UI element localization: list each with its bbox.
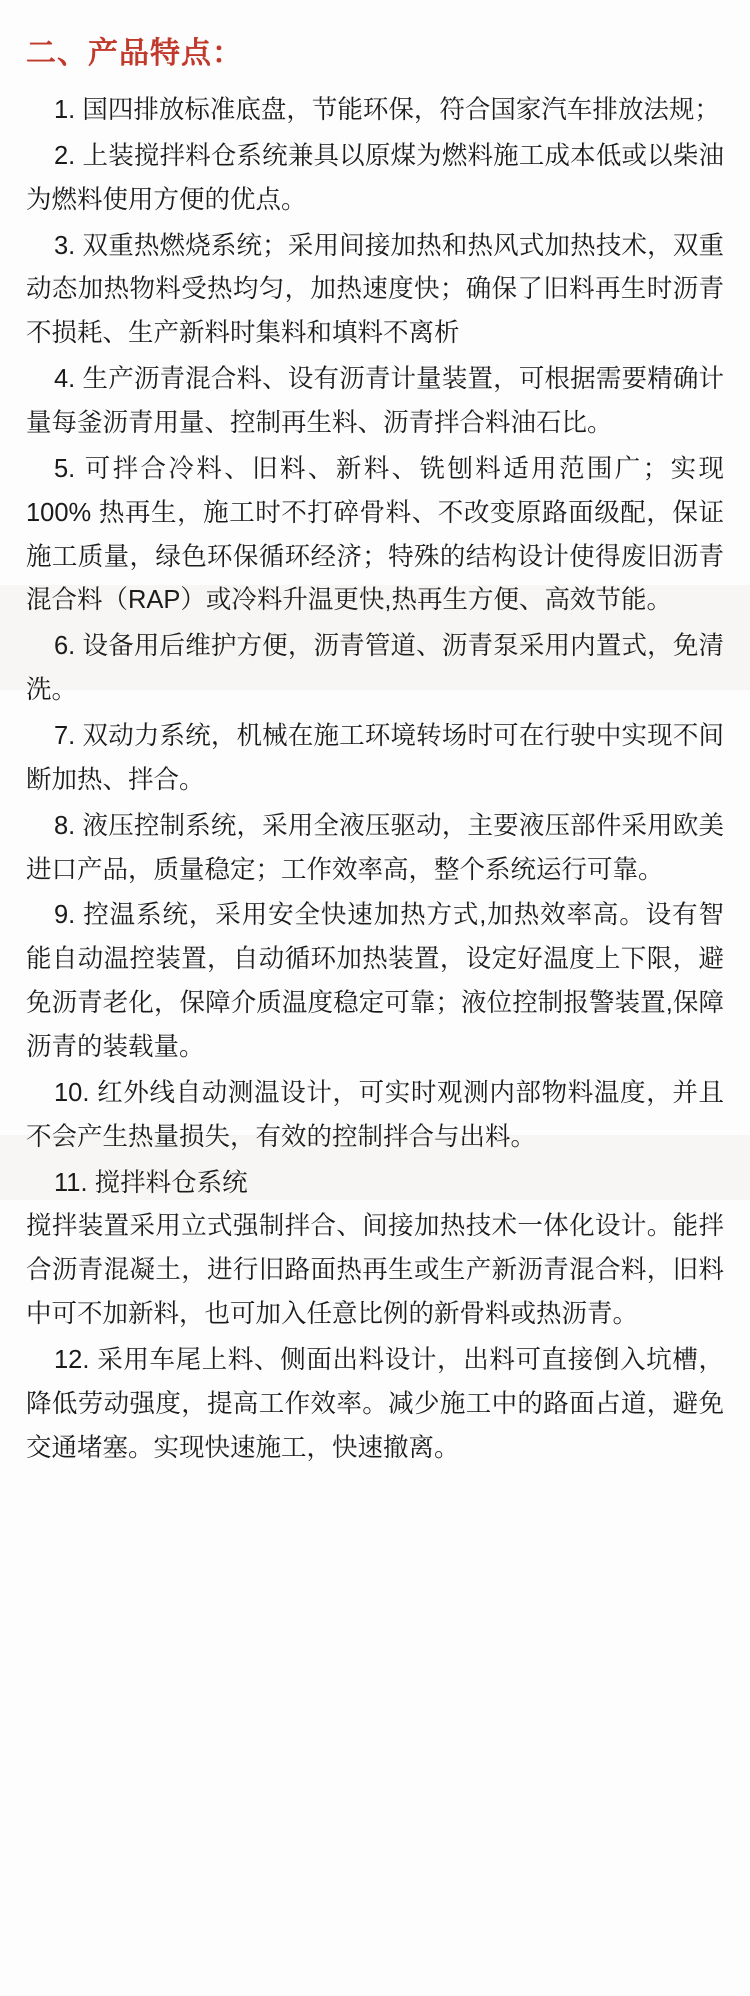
list-item [26,625,724,713]
list-item-text [26,1072,724,1160]
list-item-body: 可拌合冷料、旧料、新料、铣刨料适用范围广；实现 100% 热再生，施工时不打碎骨料、不改变原路面级配，保证施工质量，绿色环保循环经济；特殊的结构设计使得废旧沥青混合料（RAP）或冷料升温更快,热再生方便、高效节能。 [26,454,724,615]
list-item-number: 9. [54,901,76,930]
list-item-text [26,894,724,1069]
list-item-text [26,625,724,713]
list-item-body: 搅拌料仓系统 [94,1168,248,1197]
list-item-body: 生产沥青混合料、设有沥青计量装置，可根据需要精确计量每釜沥青用量、控制再生料、沥青拌合料油石比。 [26,365,724,438]
list-item [26,135,724,223]
list-item-text [26,225,724,357]
list-item [26,1339,724,1471]
list-item [26,358,724,446]
list-item [26,448,724,623]
list-item-body: 国四排放标准底盘，节能环保，符合国家汽车排放法规； [82,96,720,124]
list-item-number: 12. [54,1346,90,1375]
list-item-text [26,135,724,223]
list-item-text [26,448,724,623]
list-item-number: 8. [54,811,76,840]
list-item-number: 7. [54,722,76,751]
list-item-number: 2. [54,141,76,170]
list-item-body: 双动力系统，机械在施工环境转场时可在行驶中实现不间断加热、拌合。 [26,722,724,794]
list-item-text [26,1339,724,1471]
list-item-number: 6. [54,632,76,661]
list-item [26,894,724,1069]
list-item-text [26,358,724,446]
list-item-body: 控温系统，采用安全快速加热方式,加热效率高。设有智能自动温控装置，自动循环加热装置，设定好温度上下限，避免沥青老化，保障介质温度稳定可靠；液位控制报警装置,保障沥青的装载量。 [26,901,724,1062]
list-item-body: 红外线自动测温设计，可实时观测内部物料温度，并且不会产生热量损失，有效的控制拌合与出料。 [26,1078,724,1151]
list-item-number: 11. [54,1168,88,1197]
list-item [26,89,724,133]
list-item-subtext: 搅拌装置采用立式强制拌合、间接加热技术一体化设计。能拌合沥青混凝土，进行旧路面热再生或生产新沥青混合料，旧料中可不加新料，也可加入任意比例的新骨料或热沥青。 [26,1212,724,1329]
list-item-text [26,1162,724,1206]
list-item-number: 3. [54,231,76,260]
list-item [26,715,724,803]
page-title: 二、产品特点： [26,37,243,70]
list-item-body: 双重热燃烧系统；采用间接加热和热风式加热技术，双重动态加热物料受热均匀，加热速度快；确保了旧料再生时沥青不损耗、生产新料时集料和填料不离析 [26,231,724,348]
list-item [26,1162,724,1337]
list-item-body: 液压控制系统，采用全液压驱动，主要液压部件采用欧美进口产品，质量稳定；工作效率高，整个系统运行可靠。 [26,811,724,884]
list-item-text [26,715,724,803]
list-item-text [26,89,724,133]
list-item [26,1072,724,1160]
list-item-text [26,805,724,893]
list-item-body: 采用车尾上料、侧面出料设计，出料可直接倒入坑槽，降低劳动强度，提高工作效率。减少施工中的路面占道，避免交通堵塞。实现快速施工，快速撤离。 [26,1346,724,1462]
list-item [26,225,724,357]
list-item-number: 10. [54,1078,90,1107]
list-item [26,805,724,893]
list-item-body: 上装搅拌料仓系统兼具以原煤为燃料施工成本低或以柴油为燃料使用方便的优点。 [26,141,724,214]
list-item-number: 5. [54,454,76,483]
document-content [26,34,724,1471]
list-item-body: 设备用后维护方便，沥青管道、沥青泵采用内置式，免清洗。 [26,632,724,705]
list-item-number: 4. [54,365,76,394]
feature-list [26,89,724,1471]
list-item-number: 1. [54,96,76,124]
